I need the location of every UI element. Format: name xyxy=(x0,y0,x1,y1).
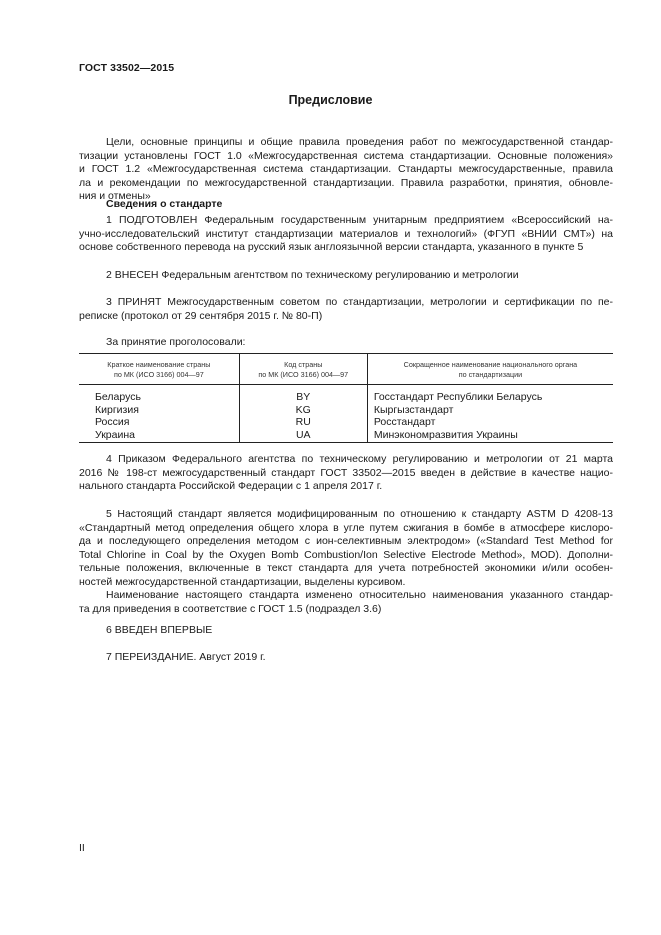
item-4-line: 2016 № 198-ст межгосударственный стандарт ГОСТ 33502—2015 введен в действие в качестве нацио- xyxy=(79,466,613,479)
item-1-line: основе собственного перевода на русский язык англоязычной версии стандарта, указанного в пункте 5 xyxy=(79,241,584,254)
page-number: II xyxy=(79,842,85,854)
header-line: Краткое наименование страны xyxy=(107,360,211,369)
item-1-paragraph xyxy=(79,214,613,255)
item-3-line: 3 ПРИНЯТ Межгосударственным советом по стандартизации, метрологии и сертификации по пе- xyxy=(106,296,613,308)
cell-body: Росстандарт xyxy=(367,416,613,429)
votes-table xyxy=(79,353,613,443)
doc-header: ГОСТ 33502—2015 xyxy=(79,62,175,74)
header-line: Сокращенное наименование национального органа xyxy=(403,360,578,369)
cell-code: KG xyxy=(239,404,367,417)
header-country xyxy=(79,354,239,385)
cell-country: Россия xyxy=(95,416,130,428)
header-line: Код страны xyxy=(284,360,323,369)
votes-label: За принятие проголосовали: xyxy=(106,336,246,348)
header-line: по МК (ИСО 3166) 004—97 xyxy=(258,370,349,379)
page-title: Предисловие xyxy=(288,93,373,107)
section-subtitle: Сведения о стандарте xyxy=(106,198,223,210)
item-5-line: «Стандартный метод определения общего хлора в угле путем сжигания в бомбе в атмосфере кислоро- xyxy=(79,521,613,534)
cell-body: Кыргызстандарт xyxy=(367,404,613,417)
cell-code: BY xyxy=(239,385,367,404)
item-5-line: да и последующего определения методом с ион-селективным электродом» («Standard Test Method for xyxy=(79,535,613,548)
item-5-line: 5 Настоящий стандарт является модифицированным по отношению к стандарту ASTM D 4208-13 xyxy=(106,508,613,520)
header-line: по МК (ИСО 3166) 004—97 xyxy=(113,370,204,379)
intro-line: Цели, основные принципы и общие правила проведения работ по межгосударственной стандар- xyxy=(106,136,613,148)
cell-body: Госстандарт Республики Беларусь xyxy=(367,385,613,404)
header-line: по стандартизации xyxy=(458,370,523,379)
cell-body: Минэкономразвития Украины xyxy=(367,429,613,443)
cell-code: UA xyxy=(239,429,367,443)
cell-country: Беларусь xyxy=(95,391,141,403)
item-5-line: тельные положения, включенные в текст стандарта для учета потребностей экономики и/или особен- xyxy=(79,562,613,575)
intro-line: тизации установлены ГОСТ 1.0 «Межгосударственная система стандартизации. Основные положения» xyxy=(79,149,613,162)
item-1-line: учно-исследовательский институт стандартизации материалов и технологий» (ФГУП «ВНИИ СМТ») на xyxy=(79,227,613,240)
cell-country: Украина xyxy=(79,429,239,443)
table-row xyxy=(79,385,613,404)
table-row xyxy=(79,429,613,443)
item-7-text: 7 ПЕРЕИЗДАНИЕ. Август 2019 г. xyxy=(106,651,266,663)
item-5-paragraph xyxy=(79,508,613,590)
item-3-paragraph xyxy=(79,296,613,323)
intro-line: ла и рекомендации по межгосударственной стандартизации. Правила разработки, принятия, обновле- xyxy=(79,176,613,189)
intro-line: и ГОСТ 1.2 «Межгосударственная система стандартизации. Стандарты межгосударственные, правила xyxy=(79,163,613,176)
item-4-line: 4 Приказом Федерального агентства по техническому регулированию и метрологии от 21 марта xyxy=(106,453,613,465)
item-1-line: 1 ПОДГОТОВЛЕН Федеральным государственным унитарным предприятием «Всероссийский на- xyxy=(106,214,613,226)
table-row xyxy=(79,404,613,417)
intro-paragraph xyxy=(79,136,613,204)
item-5b-paragraph xyxy=(79,589,613,616)
cell-code: RU xyxy=(239,416,367,429)
item-2-text: 2 ВНЕСЕН Федеральным агентством по техническому регулированию и метрологии xyxy=(106,269,519,281)
item-6-text: 6 ВВЕДЕН ВПЕРВЫЕ xyxy=(106,624,213,636)
item-5b-line: та для приведения в соответствие с ГОСТ 1.5 (подраздел 3.6) xyxy=(79,602,382,615)
table-row xyxy=(79,416,613,429)
cell-country: Киргизия xyxy=(95,403,139,416)
intro-line: ния и отмены» xyxy=(79,190,151,203)
item-4-paragraph xyxy=(79,453,613,494)
item-5-line: ностей межгосударственной стандартизации, выделены курсивом. xyxy=(79,575,406,588)
table-header-row xyxy=(79,354,613,385)
header-body xyxy=(367,354,613,385)
item-5-line: Total Chlorine in Coal by the Oxygen Bomb Combustion/Ion Selective Electrode Method», MOD). Дополни- xyxy=(79,548,613,561)
item-3-line: реписке (протокол от 29 сентября 2015 г. № 80-П) xyxy=(79,309,323,322)
item-5b-line: Наименование настоящего стандарта изменено относительно наименования указанного стандар- xyxy=(106,589,613,601)
item-4-line: нального стандарта Российской Федерации с 1 апреля 2017 г. xyxy=(79,480,383,493)
header-code xyxy=(239,354,367,385)
